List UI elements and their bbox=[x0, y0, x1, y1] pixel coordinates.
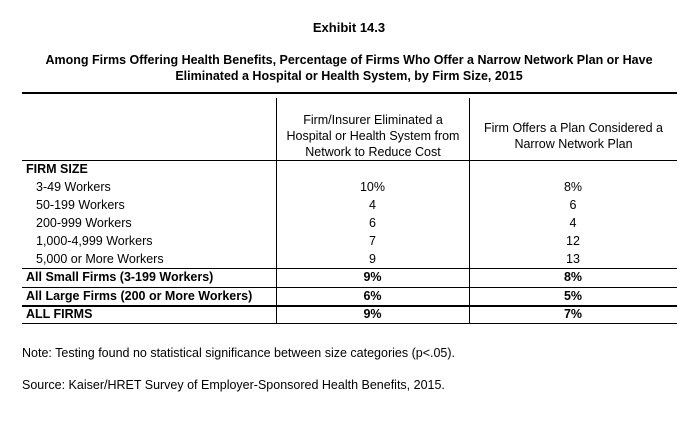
cell-narrow-network: 7% bbox=[563, 307, 583, 321]
cell-eliminated: 9 bbox=[369, 252, 376, 266]
bottom-rule bbox=[22, 323, 677, 324]
column-header-1-line-1: Firm/Insurer Eliminated a bbox=[303, 113, 443, 127]
row-label: 50-199 Workers bbox=[36, 198, 125, 212]
cell-narrow-network: 13 bbox=[566, 252, 580, 266]
table-row bbox=[22, 250, 677, 268]
table-row bbox=[22, 232, 677, 250]
cell-eliminated: 6% bbox=[363, 289, 382, 303]
table-row-small-firms bbox=[22, 268, 677, 286]
cell-narrow-network: 4 bbox=[569, 216, 577, 230]
cell-narrow-network: 8% bbox=[563, 180, 583, 194]
table-row-all-firms bbox=[22, 305, 677, 323]
section-row-firm-size bbox=[22, 160, 677, 178]
row-label: 200-999 Workers bbox=[36, 216, 132, 230]
title-line-2: Eliminated a Hospital or Health System, by Firm Size, 2015 bbox=[175, 69, 523, 83]
row-label: 3-49 Workers bbox=[36, 180, 111, 194]
table-row bbox=[22, 214, 677, 232]
page-title bbox=[0, 52, 698, 84]
table-row bbox=[22, 196, 677, 214]
row-label: ALL FIRMS bbox=[26, 307, 93, 321]
cell-narrow-network: 6 bbox=[569, 198, 577, 212]
top-rule bbox=[22, 92, 677, 94]
table-row-large-firms bbox=[22, 287, 677, 305]
row-label: 5,000 or More Workers bbox=[36, 252, 164, 266]
section-label: FIRM SIZE bbox=[26, 162, 88, 176]
cell-eliminated: 9% bbox=[363, 270, 382, 284]
cell-eliminated: 7 bbox=[369, 234, 376, 248]
cell-eliminated: 4 bbox=[369, 198, 376, 212]
table-row bbox=[22, 178, 677, 196]
column-header-1-line-3: Network to Reduce Cost bbox=[305, 145, 441, 159]
cell-narrow-network: 8% bbox=[563, 270, 583, 284]
cell-narrow-network: 12 bbox=[566, 234, 580, 248]
row-label: 1,000-4,999 Workers bbox=[36, 234, 153, 248]
row-label: All Small Firms (3-199 Workers) bbox=[26, 270, 214, 284]
cell-narrow-network: 5% bbox=[563, 289, 583, 303]
title-line-1: Among Firms Offering Health Benefits, Percentage of Firms Who Offer a Narrow Network Plan or Have bbox=[45, 53, 653, 67]
column-header-2-line-2: Narrow Network Plan bbox=[514, 137, 633, 151]
column-header-eliminated bbox=[278, 112, 468, 160]
cell-eliminated: 9% bbox=[363, 307, 382, 321]
exhibit-label: Exhibit 14.3 bbox=[312, 20, 386, 35]
cell-eliminated: 6 bbox=[369, 216, 376, 230]
column-header-2-line-1: Firm Offers a Plan Considered a bbox=[483, 121, 663, 135]
column-header-1-line-2: Hospital or Health System from bbox=[286, 129, 460, 143]
cell-eliminated: 10% bbox=[359, 180, 386, 194]
row-label: All Large Firms (200 or More Workers) bbox=[26, 289, 253, 303]
source-note: Source: Kaiser/HRET Survey of Employer-Sponsored Health Benefits, 2015. bbox=[22, 378, 445, 392]
footnote: Note: Testing found no statistical significance between size categories (p<.05). bbox=[22, 346, 456, 360]
